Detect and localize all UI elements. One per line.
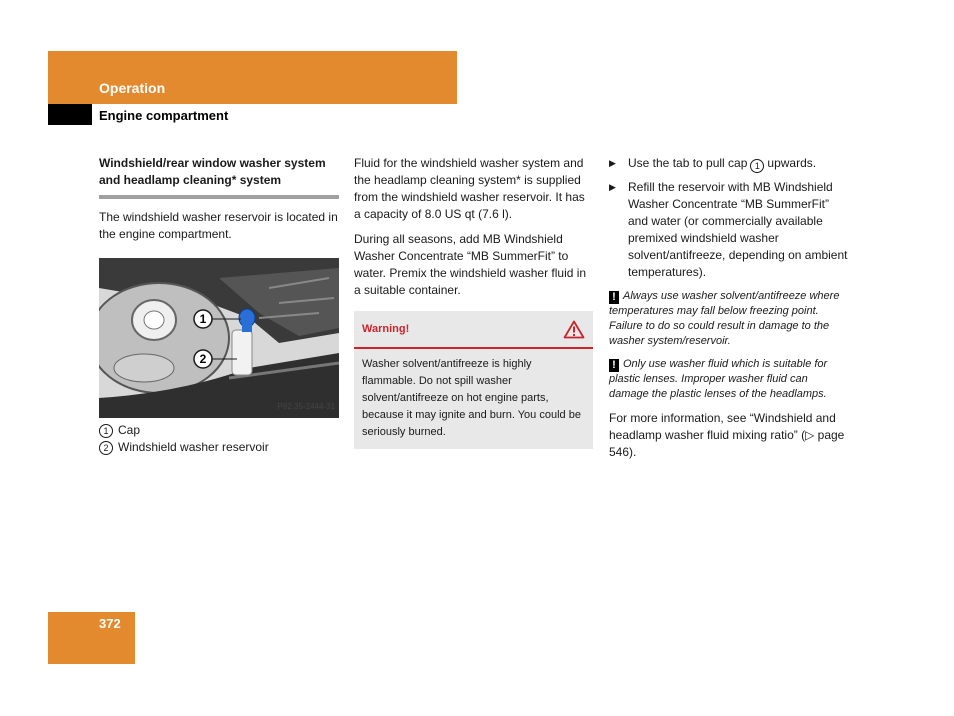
legend-item	[99, 439, 339, 456]
step-item	[609, 179, 849, 281]
caution-note-text: Always use washer solvent/antifreeze where temperatures may fall below freezing point. Failure to do so could result in damage to the washer system/reservoir.	[609, 290, 840, 347]
legend-number: 2	[99, 441, 113, 455]
column-middle	[354, 155, 594, 449]
warning-header	[354, 311, 593, 349]
warning-label: Warning!	[362, 323, 410, 335]
section-title: Operation	[99, 80, 166, 96]
callout-1: 1	[199, 312, 207, 326]
page-number: 372	[99, 616, 121, 631]
exclamation-icon: !	[609, 291, 619, 304]
legend-item	[99, 422, 339, 439]
capacity-paragraph: Fluid for the windshield washer system and the headlamp cleaning system* is supplied from the windshield washer reservoir. It has a capacity of 8.0 US qt (7.6 l).	[354, 156, 585, 221]
warning-triangle-icon	[563, 320, 585, 339]
caution-note	[609, 289, 849, 349]
callout-layer	[99, 258, 339, 418]
callout-2: 2	[199, 352, 207, 366]
caution-note	[609, 357, 849, 402]
section-marker	[48, 104, 92, 125]
caution-note-text: Only use washer fluid which is suitable for plastic lenses. Improper washer fluid can damage the plastic lenses of the headlamps.	[609, 358, 828, 400]
photo-legend	[99, 422, 339, 456]
column-right	[609, 155, 849, 461]
header-band	[48, 51, 457, 104]
step-text: Refill the reservoir with MB Windshield Washer Concentrate “MB SummerFit” and water (or commercially available premixed windshield washer solvent/antifreeze, depending on ambient temperatures).	[628, 180, 848, 279]
legend-number: 1	[99, 424, 113, 438]
topic-heading: Windshield/rear window washer system and headlamp cleaning* system	[99, 155, 339, 199]
step-item	[609, 155, 849, 173]
seasonal-paragraph: During all seasons, add MB Windshield Washer Concentrate “MB SummerFit” to water. Premix the windshield washer fluid in a suitable container.	[354, 232, 587, 297]
warning-text: Washer solvent/antifreeze is highly flammable. Do not spill washer solvent/antifreeze on hot engine parts, because it may ignite and burn. You could be seriously burned.	[362, 358, 581, 438]
intro-paragraph: The windshield washer reservoir is located in the engine compartment.	[99, 210, 338, 241]
warning-box	[354, 311, 593, 449]
engine-photo	[99, 258, 339, 418]
cap-number: 1	[750, 159, 764, 173]
image-code: P82.35-2444-31	[277, 402, 335, 411]
page-reference[interactable]: For more information, see “Windshield and headlamp washer fluid mixing ratio” (▷ page 546).	[609, 411, 845, 459]
bullet-arrow-icon: ▶	[609, 182, 616, 192]
exclamation-icon: !	[609, 359, 619, 372]
step-text: Use the tab to pull cap 1 upwards.	[628, 156, 817, 171]
bullet-arrow-icon: ▶	[609, 158, 616, 168]
legend-text: Windshield washer reservoir	[118, 440, 269, 454]
column-left	[99, 155, 339, 456]
legend-text: Cap	[118, 423, 141, 437]
subsection-title: Engine compartment	[99, 108, 229, 123]
page-number-tab	[48, 612, 135, 664]
